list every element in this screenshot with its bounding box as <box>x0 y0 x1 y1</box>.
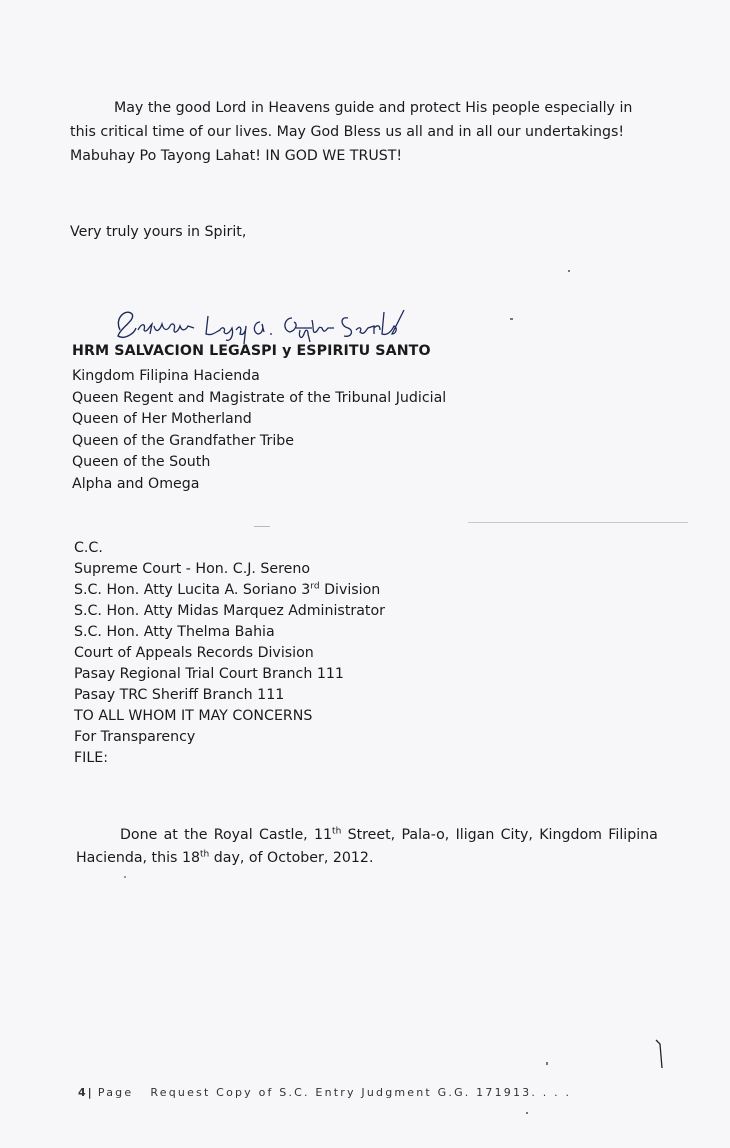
done-word: City, <box>500 827 533 843</box>
footer-text: Request Copy of S.C. Entry Judgment G.G. 171913. . . . <box>150 1086 572 1099</box>
handwritten-signature <box>112 300 412 344</box>
done-line <box>76 824 658 847</box>
footer-separator: | <box>87 1086 94 1099</box>
ordinal-suffix: th <box>200 849 210 860</box>
paragraph-line: this critical time of our lives. May God Bless us all and in all our undertakings! <box>70 124 625 140</box>
done-word: the <box>184 827 208 843</box>
done-word: Kingdom <box>539 827 602 843</box>
signer-name: HRM SALVACION LEGASPI y ESPIRITU SANTO <box>72 343 431 359</box>
cc-recipient-text: Division <box>319 582 381 598</box>
cc-recipient: S.C. Hon. Atty Midas Marquez Administrator <box>74 603 385 619</box>
done-word: Castle, <box>258 827 308 843</box>
done-word-text: 11 <box>313 827 333 843</box>
scan-speck <box>568 270 570 272</box>
cc-recipient: FILE: <box>74 750 108 766</box>
signer-title: Queen of the Grandfather Tribe <box>72 432 295 449</box>
done-line <box>76 847 658 870</box>
paragraph-line: May the good Lord in Heavens guide and protect His people especially in <box>114 100 633 116</box>
page-number: 4 <box>78 1086 86 1099</box>
scan-speck <box>124 876 126 878</box>
done-word: Filipina <box>608 827 658 843</box>
cc-recipient-text: S.C. Hon. Atty Lucita A. Soriano 3 <box>74 582 311 598</box>
valediction: Very truly yours in Spirit, <box>70 224 247 240</box>
cc-heading: C.C. <box>74 540 103 556</box>
cc-recipient: For Transparency <box>74 729 196 745</box>
cc-recipient: Supreme Court - Hon. C.J. Sereno <box>74 561 311 577</box>
cc-recipient: Pasay Regional Trial Court Branch 111 <box>74 666 344 682</box>
done-text: day, of October, 2012. <box>209 850 374 866</box>
done-word: Done <box>120 827 158 843</box>
scan-speck <box>546 1062 548 1065</box>
cc-recipient: Pasay TRC Sheriff Branch 111 <box>74 687 285 703</box>
stray-pen-mark <box>654 1038 668 1072</box>
done-word: Street, <box>347 827 396 843</box>
scan-speck <box>254 526 270 527</box>
cc-recipient <box>74 580 385 601</box>
signer-titles <box>72 366 446 495</box>
scan-speck <box>468 522 688 523</box>
cc-list <box>74 538 385 769</box>
ordinal-suffix: th <box>332 826 342 837</box>
done-text: Hacienda, this 18 <box>76 850 200 866</box>
page-word: Page <box>97 1086 134 1099</box>
signer-title: Kingdom Filipina Hacienda <box>72 368 260 384</box>
done-word: Royal <box>213 827 253 843</box>
signer-title: Queen of Her Motherland <box>72 411 252 427</box>
done-word: Iligan <box>455 827 495 843</box>
cc-recipient: TO ALL WHOM IT MAY CONCERNS <box>74 708 313 724</box>
signer-title: Queen Regent and Magistrate of the Tribunal Judicial <box>72 389 447 406</box>
paragraph-line: Mabuhay Po Tayong Lahat! IN GOD WE TRUST! <box>70 148 403 164</box>
signer-title: Alpha and Omega <box>72 475 200 492</box>
ordinal-suffix: rd <box>310 581 320 592</box>
page-footer <box>78 1086 571 1099</box>
cc-recipient: Court of Appeals Records Division <box>74 645 314 661</box>
scan-speck <box>526 1112 528 1114</box>
done-at-paragraph <box>76 824 658 870</box>
done-word: at <box>163 827 178 843</box>
signer-title: Queen of the South <box>72 454 211 470</box>
done-word: Pala-o, <box>401 827 450 843</box>
done-word <box>314 824 341 847</box>
scan-speck <box>510 318 513 320</box>
cc-recipient: S.C. Hon. Atty Thelma Bahia <box>74 624 275 640</box>
closing-paragraph <box>70 96 660 168</box>
